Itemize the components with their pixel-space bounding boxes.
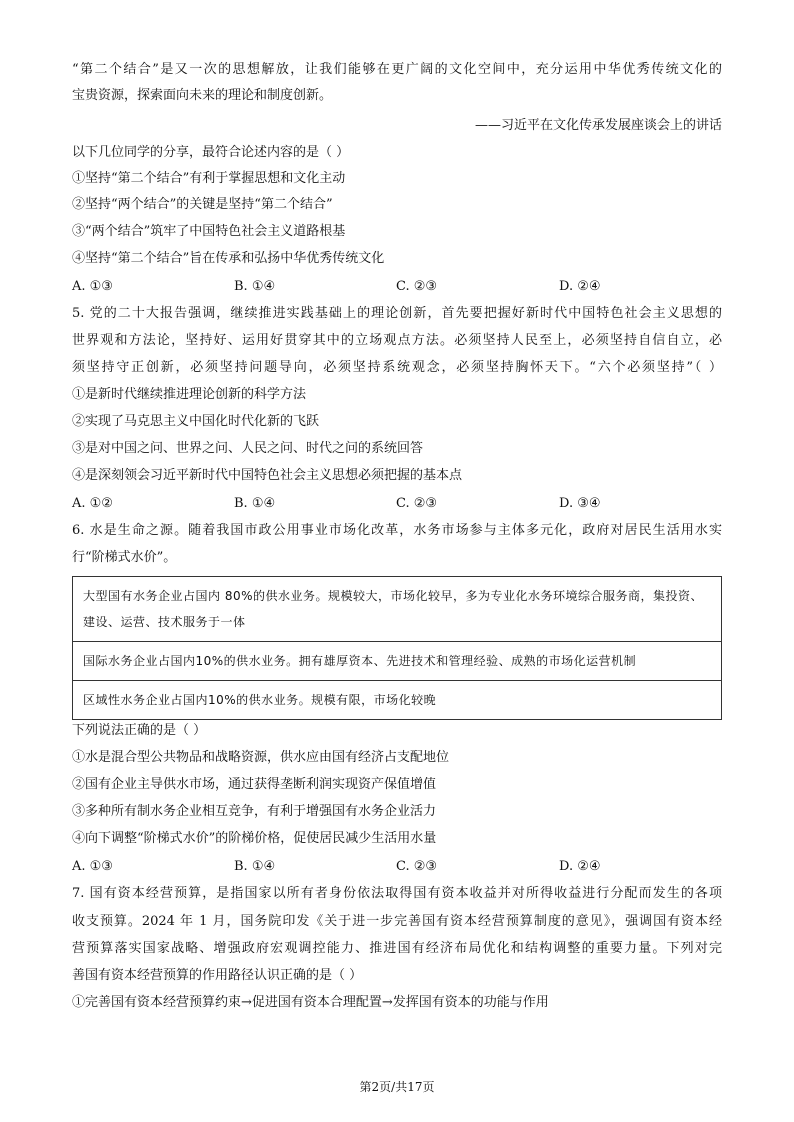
table-row xyxy=(73,681,722,720)
option-d: D. ②④ xyxy=(559,859,601,874)
page-number: 第2页/共17页 xyxy=(359,1080,435,1094)
statement-item: ①是新时代继续推进理论创新的科学方法 xyxy=(72,387,307,402)
option-a: A. ①③ xyxy=(72,279,113,294)
question-6-line: 6. 水是生命之源。随着我国市政公用事业市场化改革，水务市场参与主体多元化，政府对居民生活用水实 xyxy=(72,523,722,538)
option-c: C. ②③ xyxy=(396,279,438,294)
option-b: B. ①④ xyxy=(234,279,276,294)
table-row xyxy=(73,642,722,681)
question-5-line: 5. 党的二十大报告强调，继续推进实践基础上的理论创新，首先要把握好新时代中国特色社会主义思想的 xyxy=(72,306,722,321)
table-row xyxy=(73,577,722,642)
statement-item: ②实现了马克思主义中国化时代化新的飞跃 xyxy=(72,414,320,429)
statement-item: ②国有企业主导供水市场，通过获得垄断利润实现资产保值增值 xyxy=(72,777,437,792)
statement-item: ④向下调整“阶梯式水价”的阶梯价格，促使居民减少生活用水量 xyxy=(72,831,437,846)
statement-item: ①完善国有资本经营预算约束→促进国有资本合理配置→发挥国有资本的功能与作用 xyxy=(72,995,549,1010)
statement-item: ①坚持“第二个结合”有利于掌握思想和文化主动 xyxy=(72,171,346,186)
option-c: C. ②③ xyxy=(396,859,438,874)
question-4-stem: 以下几位同学的分享，最符合论述内容的是（ ） xyxy=(72,145,350,160)
question-6-stem: 下列说法正确的是（ ） xyxy=(72,723,207,738)
intro-line-1: “第二个结合”是又一次的思想解放，让我们能够在更广阔的文化空间中，充分运用中华优秀传统文化的 xyxy=(72,62,722,77)
statement-item: ③多种所有制水务企业相互竞争，有利于增强国有水务企业活力 xyxy=(72,804,437,819)
table-cell: 国际水务企业占国内10%的供水业务。拥有雄厚资本、先进技术和管理经验、成熟的市场化运营机制 xyxy=(73,642,722,681)
table-cell: 大型国有水务企业占国内 80%的供水业务。规模较大，市场化较早，多为专业化水务环境综合服务商，集投资、建设、运营、技术服务于一体 xyxy=(73,577,722,642)
question-7-line: 7. 国有资本经营预算，是指国家以所有者身份依法取得国有资本收益并对所得收益进行分配而发生的各项 xyxy=(72,886,722,901)
statement-item: ①水是混合型公共物品和战略资源，供水应由国有经济占支配地位 xyxy=(72,750,450,765)
option-a: A. ①② xyxy=(72,496,113,511)
option-d: D. ②④ xyxy=(559,279,601,294)
question-7-line: 收支预算。2024 年 1 月，国务院印发《关于进一步完善国有资本经营预算制度的意见》，强调国有资本经 xyxy=(72,914,722,929)
quote-source: ——习近平在文化传承发展座谈会上的讲话 xyxy=(474,118,722,133)
statement-item: ③“两个结合”筑牢了中国特色社会主义道路根基 xyxy=(72,224,346,239)
water-enterprise-table xyxy=(72,576,722,720)
question-5-line: 须坚持守正创新，必须坚持问题导向，必须坚持系统观念，必须坚持胸怀天下。“六个必须坚持”（ ） xyxy=(72,360,722,375)
question-7-line: 营预算落实国家战略、增强政府宏观调控能力、推进国有经济布局优化和结构调整的重要力量。下列对完 xyxy=(72,941,722,956)
question-7-line: 善国有资本经营预算的作用路径认识正确的是（ ） xyxy=(72,968,363,983)
statement-item: ④是深刻领会习近平新时代中国特色社会主义思想必须把握的基本点 xyxy=(72,468,463,483)
statement-item: ②坚持“两个结合”的关键是坚持“第二个结合” xyxy=(72,197,333,212)
option-b: B. ①④ xyxy=(234,496,276,511)
statement-item: ④坚持“第二个结合”旨在传承和弘扬中华优秀传统文化 xyxy=(72,251,385,266)
question-5-line: 世界观和方法论，坚持好、运用好贯穿其中的立场观点方法。必须坚持人民至上，必须坚持自信自立，必 xyxy=(72,333,722,348)
intro-line-2: 宝贵资源，探索面向未来的理论和制度创新。 xyxy=(72,88,333,103)
statement-item: ③是对中国之问、世界之问、人民之问、时代之问的系统回答 xyxy=(72,441,424,456)
option-d: D. ③④ xyxy=(559,496,601,511)
option-a: A. ①③ xyxy=(72,859,113,874)
table-cell: 区域性水务企业占国内10%的供水业务。规模有限，市场化较晚 xyxy=(73,681,722,720)
option-c: C. ②③ xyxy=(396,496,438,511)
question-6-line: 行“阶梯式水价”。 xyxy=(72,550,177,565)
option-b: B. ①④ xyxy=(234,859,276,874)
